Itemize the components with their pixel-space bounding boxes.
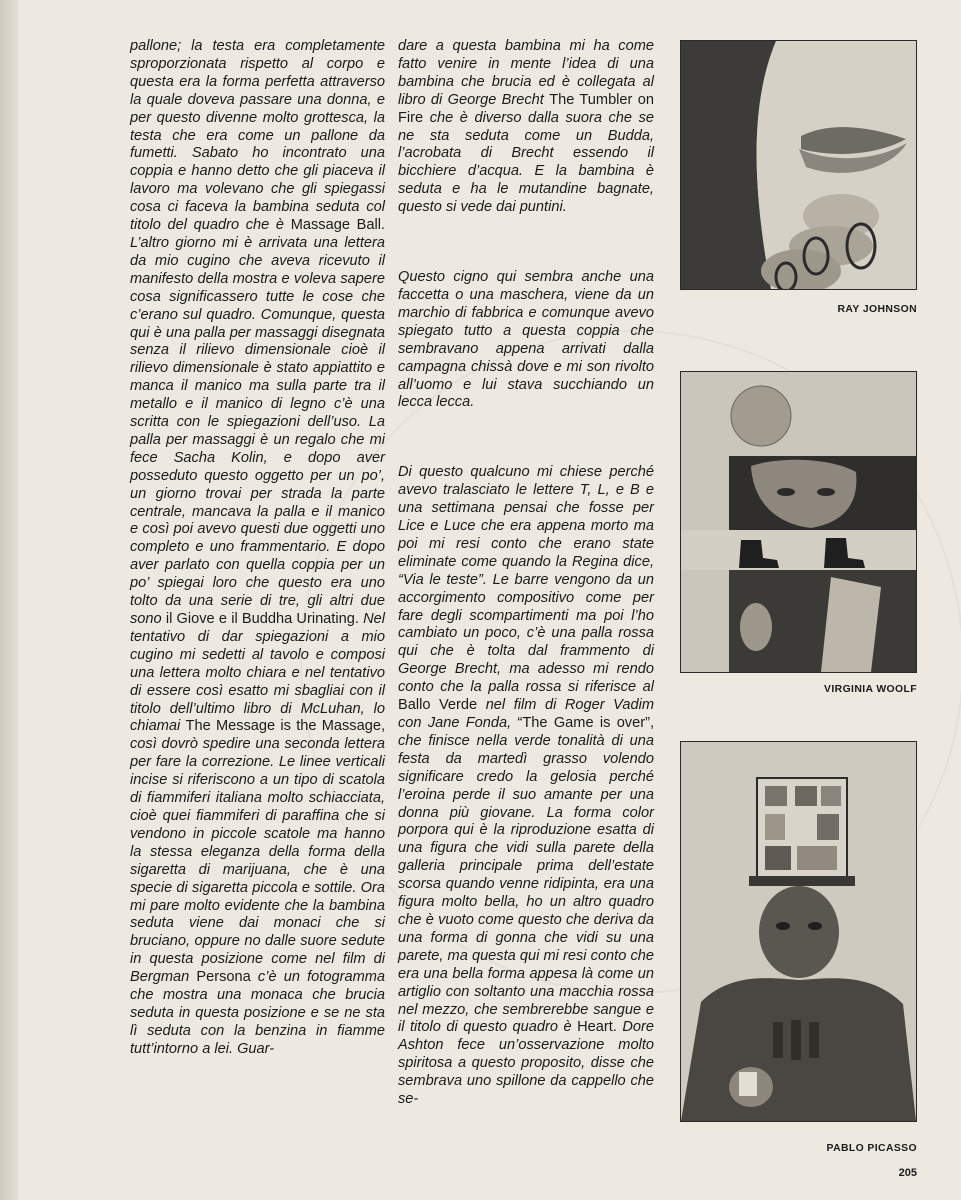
title-segment: The Message is the Massage, xyxy=(185,718,386,735)
page-binding-edge xyxy=(0,0,18,1200)
column1-paragraph xyxy=(130,38,385,1059)
column2-paragraph-3 xyxy=(398,464,654,1109)
collage-image xyxy=(681,372,916,672)
portrait-image xyxy=(681,742,916,1121)
lips-fingers-image xyxy=(681,41,916,289)
text-segment: Nel tentativo di dar spiegazioni a mio cugino mi sedetti al tavolo e composi una lettera molto chiara e nel tentativo di essere così esatto mi sbagliai con il titolo dell’ultimo libro di McLuhan, lo chiamai xyxy=(130,611,385,735)
page-number: 205 xyxy=(898,1167,917,1179)
text-segment: pallone; la testa era completamente sproporzionata rispetto al corpo e questa era la forma perfetta attraverso la quale doveva passare una donna, e per questo divenne molto grottesca, la testa che era come un pallone da fumetti. Sabato ho incontrato una coppia e hanno detto che gli piaceva il lavoro ma volevano che gli spiegassi cosa ci faceva la bambina seduta col titolo del quadro che è xyxy=(130,38,385,234)
text-segment: così dovrò spedire una seconda lettera per fare la correzione. Le linee verticali incise si riferiscono a un tipo di scatola di fiammiferi italiana molto schiacciata, cioè quei fiammiferi di paraffina che si vendono in piccole scatole ma hanno la stessa eleganza della forma della sigaretta di marijuana, che è una specie di sigaretta piccola e sottile. Ora mi pare molto evidente che la bambina seduta viene dai monaci che si bruciano, oppure no dalle suore sedute in questa posizione come nel film di Bergman xyxy=(130,736,385,986)
photo-ray-johnson xyxy=(680,40,917,290)
text-segment: L’altro giorno mi è arrivata una lettera da mio cugino che aveva ricevuto il manifesto della mostra e voleva sapere cosa significassero tutte le cose che c’erano sul quadro. Comunque, questa qui è una palla per massaggi disegnata senza il rilievo dimensionale cioè il rilievo dimensionale è stato appiattito e manca il manico ma sulla parte tra il metallo e il manico di legno c’è una scritta con le spiegazioni dell’uso. La palla per massaggi è un regalo che mi fece Sacha Kolin, e dopo aver posseduto questo oggetto per un po’, un giorno trovai per strada la parte centrale, mancava la palla e il manico e così poi avevo questi due oggetti uno completo e uno frammentario. E dopo aver parlato con quella coppia per un po’ spiegai loro che questo era uno tolto da una serie di tre, gli altri due sono xyxy=(130,234,385,627)
caption-virginia-woolf: VIRGINIA WOOLF xyxy=(824,684,917,695)
title-segment: Ballo Verde xyxy=(398,697,478,714)
photo-pablo-picasso xyxy=(680,741,917,1122)
title-segment: “The Game is over”, xyxy=(517,715,654,731)
caption-ray-johnson: RAY JOHNSON xyxy=(837,304,917,315)
title-segment: il Giove e il Buddha Urinating. xyxy=(165,611,359,627)
text-segment: Di questo qualcuno mi chiese perché avevo tralasciato le lettere T, L, e B e una settimana pensai che fosse per Lice e Luce che era appena morto ma poi mi resi conto che erano state eliminate come quando la Regina dice, “Via le teste”. Le barre vengono da un accorgimento compositivo come per fare degli scompartimenti ma poi l’ho cambiato un poco, c’è una palla rossa qui che è tolta dal frammento di George Brecht, ma adesso mi rendo conto che la palla rossa si riferisce al xyxy=(398,464,654,696)
column2-paragraph-2 xyxy=(398,269,654,412)
title-segment: Massage Ball. xyxy=(290,217,385,234)
caption-pablo-picasso: PABLO PICASSO xyxy=(826,1143,917,1154)
column2-paragraph-1 xyxy=(398,38,654,217)
photo-virginia-woolf xyxy=(680,371,917,673)
text-segment: che è diverso dalla suora che se ne sta seduta come un Budda, l’acrobata di Brecht essendo il bicchiere d’acqua. E la bambina è seduta e ha le mutandine bagnate, questo si vede dai puntini. xyxy=(398,109,654,216)
text-segment: nel film di Roger Vadim con Jane Fonda, xyxy=(398,697,654,731)
text-segment: Questo cigno qui sembra anche una faccetta o una maschera, viene da un marchio di fabbrica e comunque avevo spiegato tutto a questa coppia che sembravano appena arrivati dalla campagna chissà dove e mi son rivolto all’uomo e lui stava succhiando un lecca lecca. xyxy=(398,269,654,411)
title-segment: Persona xyxy=(196,969,251,986)
text-segment: dare a questa bambina mi ha come fatto venire in mente l’idea di una bambina che brucia ed è collegata al libro di George Brecht xyxy=(398,38,654,108)
text-segment: c’è un fotogramma che mostra una monaca che brucia seduta in questa posizione e se ne sta lì seduta con la benzina in fiamme tutt’intorno a lei. Guar- xyxy=(130,969,385,1057)
text-segment: che finisce nella verde tonalità di una festa da martedì grasso volendo significare credo la gelosia perché l’eroina perde il suo amante per una donna più giovane. La forma color porpora qui è la riproduzione esatta di una figura che vidi sulla parete della galleria principale prima dell’estate scorsa quando venne ridipinta, era una figura molto bella, ho un altro quadro che è vuoto come questo che deriva da una forma di gonna che vidi su una parete, ma questa qui mi resi conto che era una bella forma appesa là come un artiglio con soltanto una macchia rossa nel mezzo, che sembrerebbe sangue e il titolo di questo quadro è xyxy=(398,732,654,1036)
text-column-left xyxy=(130,38,385,1059)
text-column-middle xyxy=(398,38,654,1109)
title-segment: Heart. xyxy=(577,1019,617,1036)
title-segment: The Tumbler on Fire xyxy=(398,91,654,126)
text-segment: Dore Ashton fece un’osservazione molto spiritosa a questo proposito, disse che sembrava uno spillone da cappello che se- xyxy=(398,1019,655,1108)
